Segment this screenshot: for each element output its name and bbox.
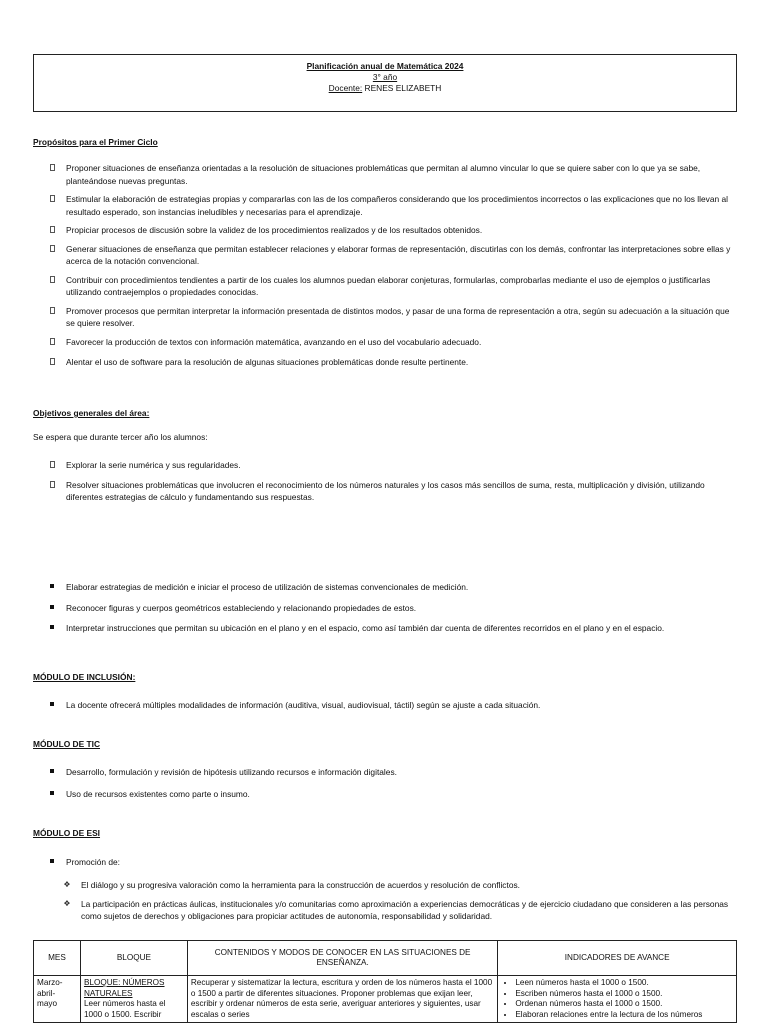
- objectives-title: Objetivos generales del área:: [33, 408, 150, 418]
- indicators-list: [501, 978, 733, 1020]
- square-bullet-icon: [47, 602, 57, 615]
- objectives-intro: Se espera que durante tercer año los alumnos:: [33, 432, 208, 442]
- square-bullet-icon: [47, 766, 57, 779]
- checkbox-bullet-icon: [47, 243, 57, 256]
- list-item: Resolver situaciones problemáticas que involucren el reconocimiento de los números naturales y los casos más sencillos de suma, resta, multiplicación y división, utilizando diferentes estrategias de cálculo y fundamentando sus respuestas.: [47, 479, 737, 504]
- bloque-text: Leer números hasta el 1000 o 1500. Escribir: [83, 999, 166, 1019]
- list-item: • Leen números hasta el 1000 o 1500.: [515, 978, 733, 989]
- checkbox-bullet-icon: [47, 305, 57, 318]
- cell-bloque: [80, 976, 187, 1023]
- list-item: Alentar el uso de software para la resolución de algunas situaciones problemáticas donde resulte pertinente.: [47, 356, 737, 369]
- square-bullet-icon: [47, 622, 57, 635]
- list-item: Interpretar instrucciones que permitan su ubicación en el plano y en el espacio, como así también dar cuenta de diferentes recorridos en el plano y en el espacio.: [47, 622, 737, 635]
- teacher-line: [34, 83, 736, 94]
- checkbox-bullet-icon: [47, 193, 57, 206]
- diamond-bullet-icon: ❖: [63, 880, 71, 889]
- table-header-row: [34, 941, 737, 976]
- list-item: Promover procesos que permitan interpretar la información presentada de distintos modos, y pasar de una forma de representación a otra, según su adecuación a la situación que se quiere resolver.: [47, 305, 737, 330]
- list-item: ❖ La participación en prácticas áulicas, institucionales y/o comunitarias como aproximación a experiencias democráticas y de ejercicio ciudadano que consideren a las personas como sujetos de derechos y obligaciones para propiciar actitudes de autonomía, responsabilidad y solidaridad.: [63, 898, 729, 921]
- bloque-title: BLOQUE: NÚMEROS NATURALES: [83, 978, 165, 998]
- list-item: Reconocer figuras y cuerpos geométricos estableciendo y relacionando propiedades de estos.: [47, 602, 737, 615]
- checkbox-bullet-icon: [47, 479, 57, 492]
- checkbox-bullet-icon: [47, 356, 57, 369]
- table-row: [34, 976, 737, 1023]
- inclusion-title: MÓDULO DE INCLUSIÓN:: [33, 672, 136, 682]
- checkbox-bullet-icon: [47, 459, 57, 472]
- header-mes: MES: [34, 941, 81, 976]
- teacher-label: Docente:: [328, 83, 363, 93]
- esi-title: MÓDULO DE ESI: [33, 828, 101, 838]
- header-indicadores: INDICADORES DE AVANCE: [498, 941, 737, 976]
- checkbox-bullet-icon: [47, 336, 57, 349]
- grade-label: 3° año: [372, 72, 398, 82]
- cell-contenidos: Recuperar y sistematizar la lectura, escritura y orden de los números hasta el 1000 o 1500 a partir de diferentes situaciones. Proponer problemas que exijan leer, escribir y ordenar números de esta serie, averiguar anteriores y siguientes, usar escalas o series: [187, 976, 497, 1023]
- list-item: Elaborar estrategias de medición e iniciar el proceso de utilización de sistemas convencionales de medición.: [47, 581, 737, 594]
- tic-list: [47, 766, 737, 800]
- square-bullet-icon: [47, 699, 57, 712]
- list-item: Estimular la elaboración de estrategias propias y compararlas con las de los compañeros considerando que los procedimientos incorrectos o las explicaciones que no los llevan al resultado esperado, son instancias ineludibles y necesarias para el aprendizaje.: [47, 193, 737, 218]
- teacher-name: RENES ELIZABETH: [362, 83, 442, 93]
- list-item: ❖ El diálogo y su progresiva valoración como la herramienta para la construcción de acuerdos y resolución de conflictos.: [63, 880, 520, 890]
- header-contenidos: CONTENIDOS Y MODOS DE CONOCER EN LAS SITUACIONES DE ENSEÑANZA.: [187, 941, 497, 976]
- list-item: • Escriben números hasta el 1000 o 1500.: [515, 989, 733, 1000]
- tic-title: MÓDULO DE TIC: [33, 739, 100, 749]
- checkbox-bullet-icon: [47, 274, 57, 287]
- list-item: Proponer situaciones de enseñanza orientadas a la resolución de situaciones problemáticas que permitan al alumno vincular lo que se quiere saber con lo que ya se sabe, planteándose nuevas preguntas.: [47, 162, 737, 187]
- purposes-title: Propósitos para el Primer Ciclo: [33, 137, 158, 147]
- cell-indicadores: [498, 976, 737, 1023]
- square-bullet-icon: [47, 856, 57, 869]
- esi-list: [62, 879, 737, 923]
- esi-promo-list: [47, 856, 737, 869]
- square-bullet-icon: [47, 581, 57, 594]
- header-bloque: BLOQUE: [80, 941, 187, 976]
- list-item: Contribuir con procedimientos tendientes a partir de los cuales los alumnos puedan elaborar conjeturas, formularlas, comprobarlas mediante el uso de ejemplos o justificarlas utilizando contraejemplos o propiedades conocidas.: [47, 274, 737, 299]
- objectives-list-a: [47, 459, 737, 504]
- list-item: Desarrollo, formulación y revisión de hipótesis utilizando recursos e información digitales.: [47, 766, 737, 779]
- list-item: Promoción de:: [47, 856, 737, 869]
- checkbox-bullet-icon: [47, 162, 57, 175]
- checkbox-bullet-icon: [47, 224, 57, 237]
- header-box: [33, 54, 737, 112]
- document-title: Planificación anual de Matemática 2024: [306, 61, 464, 71]
- list-item: • Elaboran relaciones entre la lectura de los números: [515, 1010, 733, 1021]
- square-bullet-icon: [47, 788, 57, 801]
- purposes-list: [47, 162, 737, 369]
- list-item: Favorecer la producción de textos con información matemática, avanzando en el uso del vocabulario adecuado.: [47, 336, 737, 349]
- list-item: Uso de recursos existentes como parte o insumo.: [47, 788, 737, 801]
- diamond-bullet-icon: ❖: [63, 898, 71, 908]
- objectives-list-b: [47, 581, 737, 635]
- planning-table: [33, 940, 737, 1023]
- inclusion-list: [47, 699, 737, 712]
- list-item: • Ordenan números hasta el 1000 o 1500.: [515, 999, 733, 1010]
- list-item: Explorar la serie numérica y sus regularidades.: [47, 459, 737, 472]
- list-item: Propiciar procesos de discusión sobre la validez de los procedimientos realizados y de los resultados obtenidos.: [47, 224, 737, 237]
- list-item: La docente ofrecerá múltiples modalidades de información (auditiva, visual, audiovisual, táctil) según se ajuste a cada situación.: [47, 699, 737, 712]
- cell-mes: Marzo-abril- mayo: [34, 976, 81, 1023]
- list-item: Generar situaciones de enseñanza que permitan establecer relaciones y elaborar formas de representación, discutirlas con los demás, confrontar las interpretaciones sobre ellas y acerca de la notación convencional.: [47, 243, 737, 268]
